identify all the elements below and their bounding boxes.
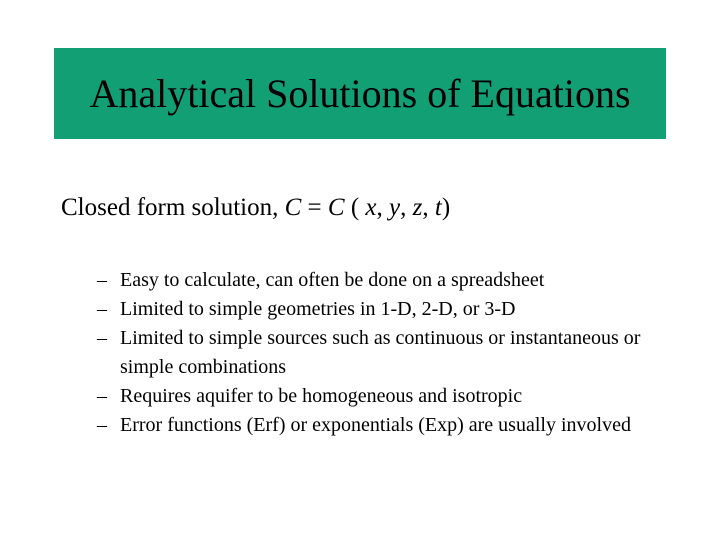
title-banner: [54, 48, 666, 139]
slide-title: Analytical Solutions of Equations: [89, 70, 631, 116]
heading-var-y: y: [389, 194, 401, 221]
bullet-list: [97, 266, 657, 440]
heading-equals: =: [301, 194, 328, 221]
heading-var-c-lhs: C: [284, 194, 302, 221]
dash-marker: –: [97, 269, 107, 291]
heading-sep-3: ,: [422, 194, 435, 221]
heading-var-x: x: [365, 194, 377, 221]
heading-var-z: z: [412, 194, 423, 221]
heading-var-t: t: [434, 194, 442, 221]
closed-form-heading: [61, 193, 450, 223]
dash-marker: –: [97, 298, 107, 320]
dash-marker: –: [97, 327, 107, 349]
heading-sep-2: ,: [400, 194, 413, 221]
heading-open-paren: (: [344, 194, 366, 221]
bullet-text: Requires aquifer to be homogeneous and isotropic: [120, 385, 523, 407]
list-item: [97, 266, 657, 295]
bullet-text: Error functions (Erf) or exponentials (Exp) are usually involved: [120, 414, 631, 436]
bullet-text: Limited to simple sources such as continuous or instantaneous or simple combinations: [120, 327, 641, 378]
bullet-text: Easy to calculate, can often be done on a spreadsheet: [120, 269, 545, 291]
heading-sep-1: ,: [376, 194, 390, 221]
dash-marker: –: [97, 385, 107, 407]
list-item: [97, 295, 657, 324]
bullet-text: Limited to simple geometries in 1-D, 2-D, or 3-D: [120, 298, 516, 320]
list-item: [97, 324, 657, 382]
heading-close-paren: ): [441, 194, 451, 221]
heading-prefix: Closed form solution,: [61, 194, 285, 221]
list-item: [97, 382, 657, 411]
heading-var-c-rhs: C: [327, 194, 345, 221]
dash-marker: –: [97, 414, 107, 436]
list-item: [97, 411, 657, 440]
